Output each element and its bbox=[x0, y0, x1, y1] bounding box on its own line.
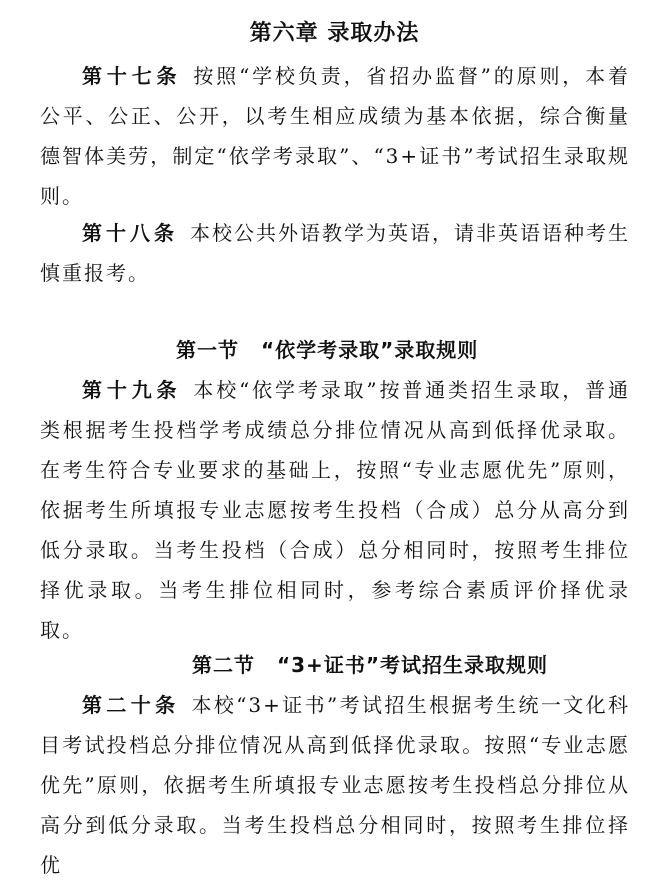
article-20-label: 第二十条 bbox=[82, 693, 180, 717]
article-20-text: 本校“3+证书”考试招生根据考生统一文化科目考试投档总分排位情况从高到低择优录取。按照“专业志愿优先”原则，依据考生所填报专业志愿按考生投档总分排位从高分到低分录取。当考生投档总分相同时，按照考生排位择优 bbox=[40, 693, 630, 877]
section-2-heading bbox=[0, 645, 669, 685]
section-2-title: “3+证书”考试招生录取规则 bbox=[277, 653, 548, 677]
section-1-title: “依学考录取”录取规则 bbox=[261, 338, 479, 362]
article-17 bbox=[40, 56, 630, 216]
article-19-text: 本校“依学考录取”按普通类招生录取，普通类根据考生投档学考成绩总分排位情况从高到低择优录取。在考生符合专业要求的基础上，按照“专业志愿优先”原则，依据考生所填报专业志愿按考生投档（合成）总分从高分到低分录取。当考生投档（合成）总分相同时，按照考生排位择优录取。当考生排位相同时，参考综合素质评价择优录取。 bbox=[40, 378, 631, 642]
article-18-label: 第十八条 bbox=[82, 221, 178, 245]
article-17-label: 第十七条 bbox=[82, 64, 182, 88]
article-19 bbox=[40, 370, 630, 650]
section-2-number: 第二节 bbox=[192, 653, 255, 677]
chapter-title: 第六章 录取办法 bbox=[249, 21, 420, 46]
article-19-label: 第十九条 bbox=[82, 378, 182, 402]
article-20 bbox=[40, 685, 630, 885]
section-1-heading bbox=[0, 330, 669, 370]
article-18-text: 本校公共外语教学为英语，请非英语语种考生慎重报考。 bbox=[40, 221, 630, 285]
section-1-number: 第一节 bbox=[176, 338, 239, 362]
article-18 bbox=[40, 213, 630, 293]
article-17-text: 按照“学校负责，省招办监督”的原则，本着公平、公正、公开，以考生相应成绩为基本依据，综合衡量德智体美劳，制定“依学考录取”、“3+证书”考试招生录取规则。 bbox=[40, 64, 631, 208]
